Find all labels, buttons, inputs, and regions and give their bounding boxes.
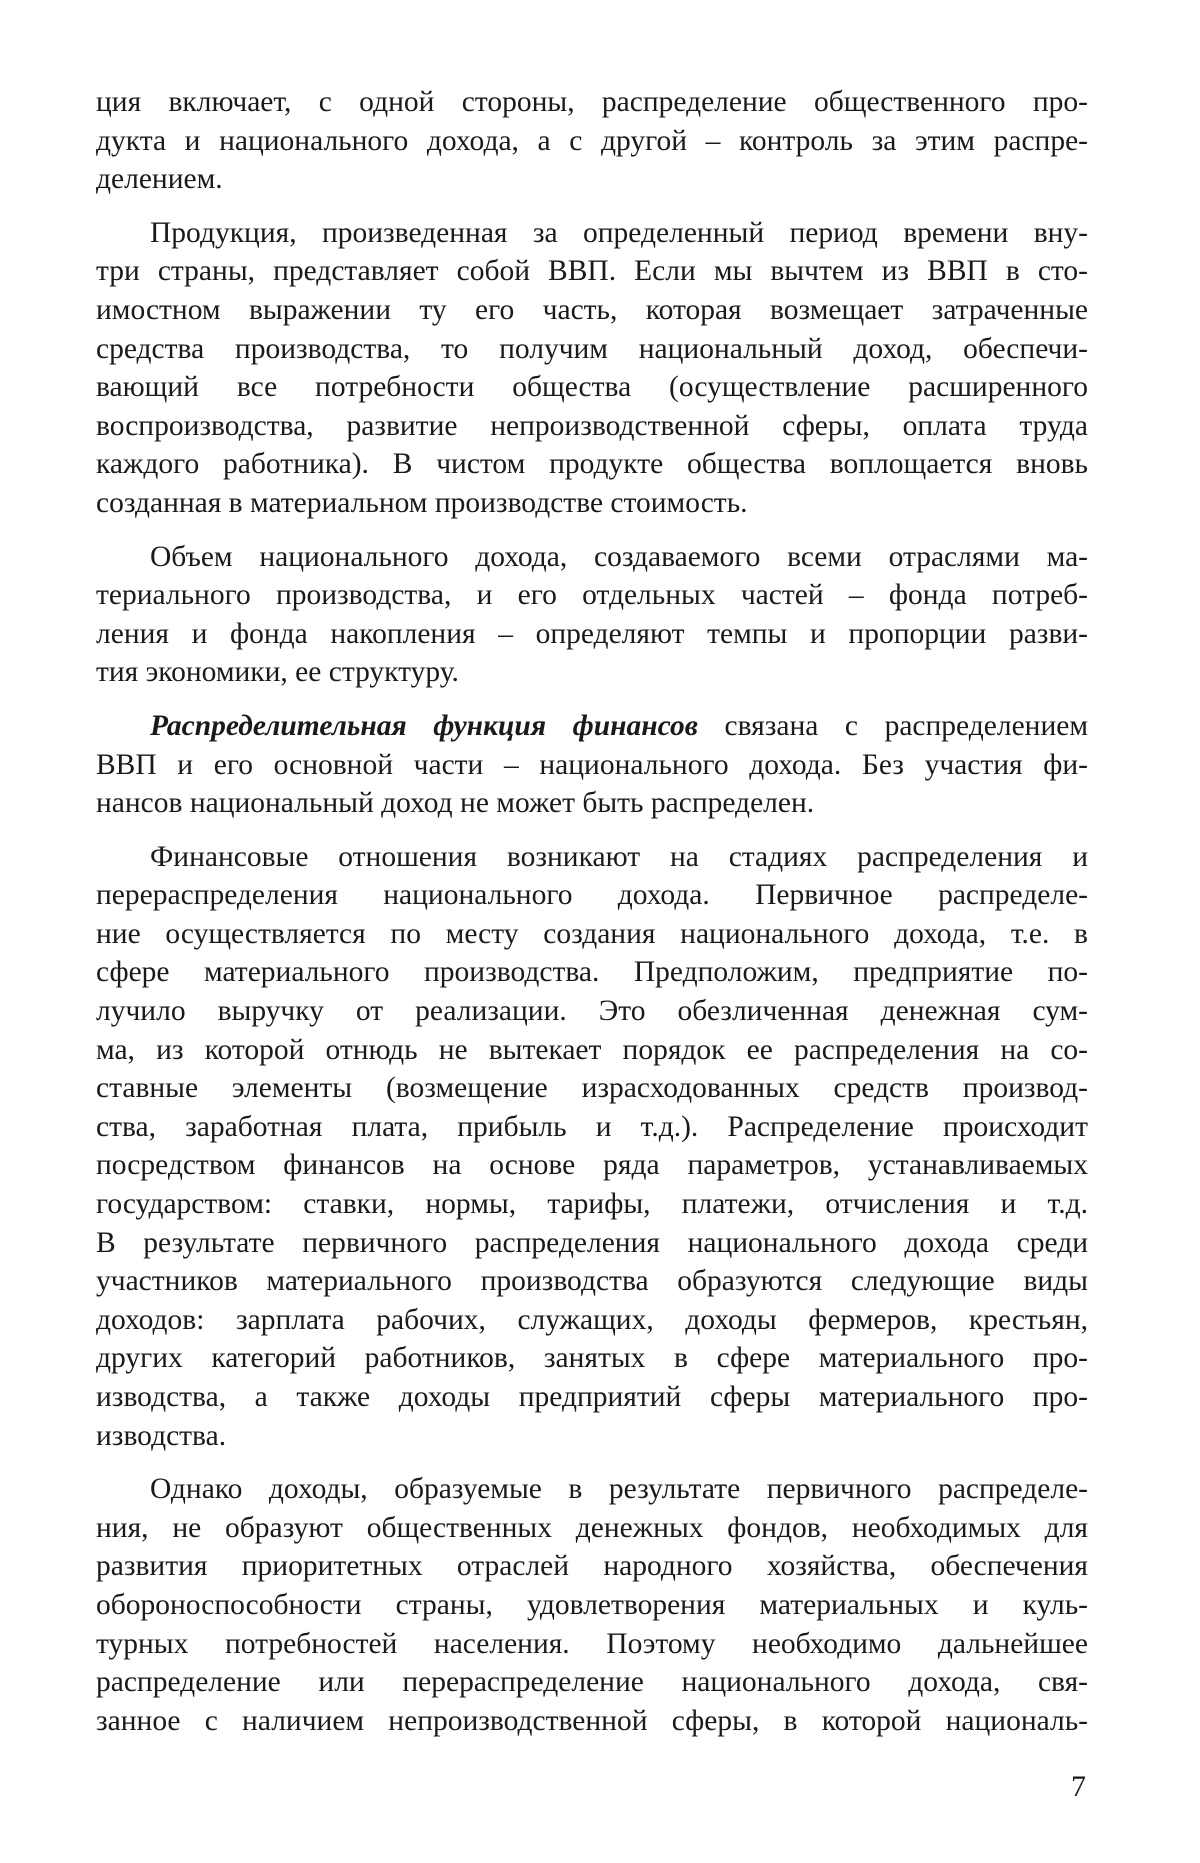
text-line: каждого работника). В чистом продукте общества воплощается вновь [96, 448, 1088, 481]
text-line: нансов национальный доход не может быть распределен. [96, 787, 815, 820]
text-line: Финансовые отношения возникают на стадиях распределения и [150, 840, 1088, 873]
paragraph-distribution-function [96, 707, 1088, 823]
text-line: делением. [96, 163, 223, 196]
text-line: изводства. [96, 1419, 227, 1452]
paragraph-financial-relations [96, 838, 1088, 1456]
paragraph-redistribution [96, 1470, 1088, 1740]
text-line: ма, из которой отнюдь не вытекает порядок ее распределения на со- [96, 1033, 1088, 1066]
text-line: три страны, представляет собой ВВП. Если мы вычтем из ВВП в сто- [96, 255, 1088, 288]
text-line: доходов: зарплата рабочих, служащих, доходы фермеров, крестьян, [96, 1303, 1088, 1336]
text-line: лучило выручку от реализации. Это обезличенная денежная сум- [96, 995, 1088, 1028]
term-distribution-function: Распределительная функция финансов [150, 709, 698, 742]
text-line: обороноспособности страны, удовлетворения материальных и куль- [96, 1588, 1088, 1621]
text-line: изводства, а также доходы предприятий сферы материального про- [96, 1381, 1088, 1413]
text-line: турных потребностей населения. Поэтому необходимо дальнейшее [96, 1627, 1088, 1660]
paragraph-national-income-volume [96, 538, 1088, 692]
text-line: ства, заработная плата, прибыль и т.д.). Распределение происходит [96, 1110, 1088, 1143]
text-line: развития приоритетных отраслей народного хозяйства, обеспечения [96, 1550, 1088, 1583]
text-line: средства производства, то получим национальный доход, обеспечи- [96, 332, 1088, 365]
text-line: участников материального производства образуются следующие виды [96, 1265, 1088, 1298]
text-line: созданная в материальном производстве стоимость. [96, 486, 748, 519]
text-line: сфере материального производства. Предположим, предприятие по- [96, 956, 1088, 989]
text-line: Продукция, произведенная за определенный период времени вну- [150, 216, 1088, 249]
text-line: дукта и национального дохода, а с другой – контроль за этим распре- [96, 124, 1088, 157]
text-line: териального производства, и его отдельных частей – фонда потреб- [96, 579, 1088, 612]
text-line: вающий все потребности общества (осуществление расширенного [96, 371, 1088, 404]
text-line [96, 707, 1088, 746]
text-line: посредством финансов на основе ряда параметров, устанавливаемых [96, 1149, 1088, 1182]
page-body [96, 83, 1088, 1740]
text-line: ние осуществляется по месту создания национального дохода, т.е. в [96, 917, 1088, 950]
text-line: В результате первичного распределения национального дохода среди [96, 1226, 1088, 1259]
page-number: 7 [1071, 1770, 1086, 1803]
text-line: ния, не образуют общественных денежных фондов, необходимых для [96, 1511, 1088, 1544]
paragraph-gdp [96, 214, 1088, 523]
paragraph-continuation [96, 83, 1088, 199]
text-line: ВВП и его основной части – национального дохода. Без участия фи- [96, 748, 1088, 781]
text-line: распределение или перераспределение национального дохода, свя- [96, 1666, 1088, 1699]
text-line: государством: ставки, нормы, тарифы, платежи, отчисления и т.д. [96, 1188, 1088, 1221]
text-run: связана с распределением [697, 709, 1088, 742]
text-line: ция включает, с одной стороны, распределение общественного про- [96, 86, 1088, 118]
text-line: Однако доходы, образуемые в результате первичного распределе- [150, 1473, 1088, 1506]
text-line: ставные элементы (возмещение израсходованных средств производ- [96, 1072, 1088, 1105]
text-line: других категорий работников, занятых в сфере материального про- [96, 1342, 1088, 1375]
text-line: Объем национального дохода, создаваемого всеми отраслями ма- [150, 540, 1088, 573]
text-line: имостном выражении ту его часть, которая возмещает затраченные [96, 293, 1088, 326]
text-line: ления и фонда накопления – определяют темпы и пропорции разви- [96, 617, 1088, 650]
text-line: воспроизводства, развитие непроизводственной сферы, оплата труда [96, 409, 1088, 442]
text-line: тия экономики, ее структуру. [96, 656, 459, 689]
text-line: перераспределения национального дохода. Первичное распределе- [96, 879, 1088, 912]
text-line: занное с наличием непроизводственной сферы, в которой националь- [96, 1704, 1088, 1737]
